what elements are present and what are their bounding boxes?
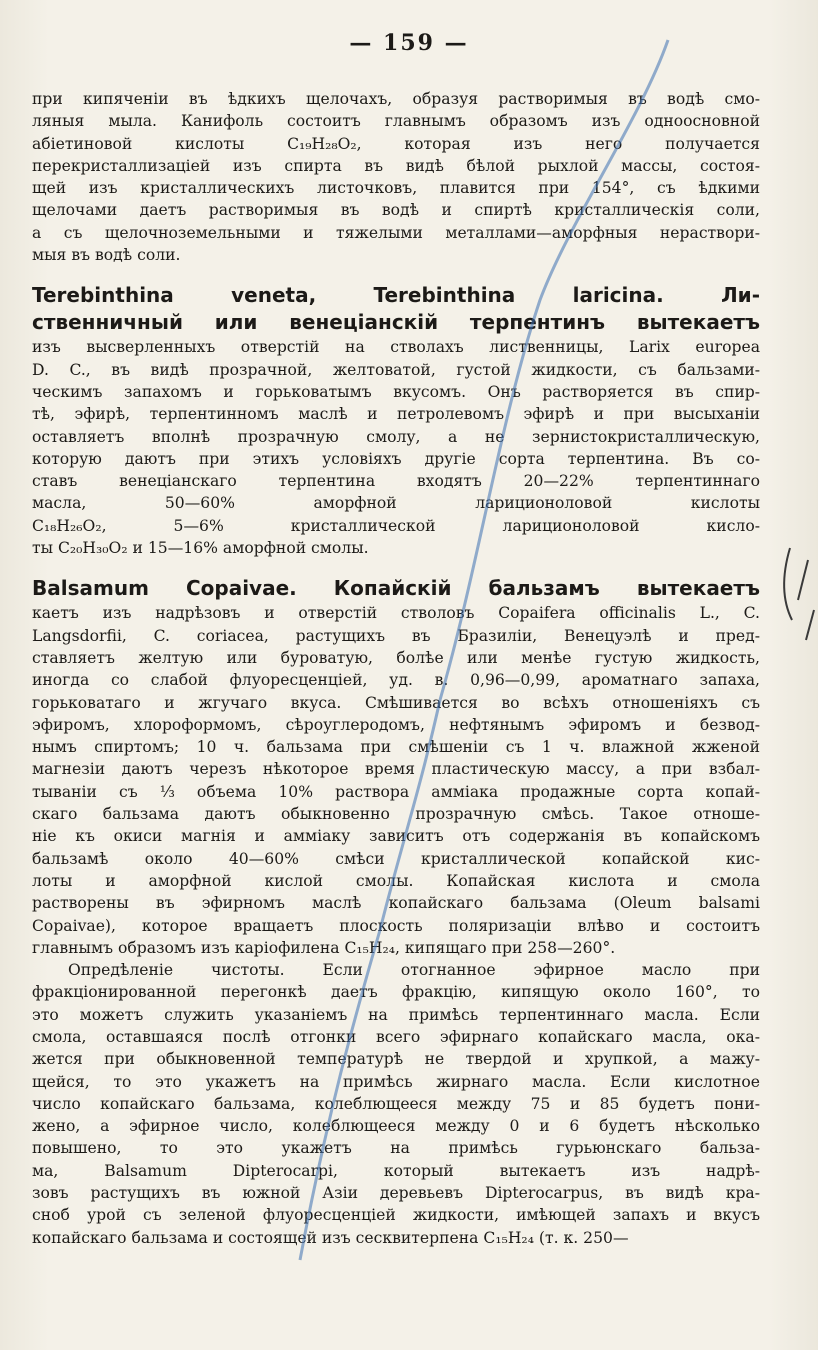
text-line: мыя въ водѣ соли. — [32, 246, 181, 265]
text-line: горьковатаго и жгучаго вкуса. Смѣшивается во всѣхъ отношеніяхъ съ — [32, 693, 760, 712]
text-line: нымъ спиртомъ; 10 ч. бальзама при смѣшеніи съ 1 ч. влажной жженой — [32, 738, 760, 757]
text-line: жется при обыкновенной температурѣ не твердой и хрупкой, а мажу- — [32, 1050, 760, 1069]
text-line: бальзамѣ около 40—60% смѣси кристаллической копайской кис- — [32, 849, 760, 868]
text-line: изъ высверленныхъ отверстій на стволахъ лиственницы, Larix europea — [32, 338, 760, 357]
text-line: главнымъ образомъ изъ каріофилена C₁₅H₂₄, кипящаго при 258—260°. — [32, 938, 616, 957]
text-line: сноб урой съ зеленой флуоресценціей жидкости, имѣющей запахъ и вкусъ — [32, 1206, 760, 1225]
heading-line: Terebinthina veneta, Terebinthina laricina. Ли- — [32, 283, 760, 308]
heading-line: Balsamum Copaivae. Копайскій бальзамъ вытекаетъ — [32, 576, 760, 601]
text-line: число копайскаго бальзама, колеблющееся между 75 и 85 будетъ пони- — [32, 1094, 760, 1113]
text-line: при кипяченіи въ ѣдкихъ щелочахъ, образуя растворимыя въ водѣ смо- — [32, 90, 760, 108]
text-line: ческимъ запахомъ и горьковатымъ вкусомъ. Онъ растворяется въ спир- — [32, 382, 760, 401]
text-line: D. C., въ видѣ прозрачной, желтоватой, густой жидкости, съ бальзами- — [32, 360, 760, 379]
text-line: зовъ растущихъ въ южной Азіи деревьевъ Dipterocarpus, въ видѣ кра- — [32, 1184, 760, 1203]
text-line: щейся, то это укажетъ на примѣсь жирнаго масла. Если кислотное — [32, 1072, 760, 1091]
text-line: ты C₂₀H₃₀O₂ и 15—16% аморфной смолы. — [32, 539, 369, 558]
text-line: щей изъ кристаллическихъ листочковъ, плавится при 154°, съ ѣдкими — [32, 179, 760, 198]
text-line: повышено, то это укажетъ на примѣсь гурьюнскаго бальза- — [32, 1139, 760, 1158]
text-line: Langsdorfii, C. coriacea, растущихъ въ Бразиліи, Венецуэлѣ и пред- — [32, 626, 760, 645]
text-line: лоты и аморфной кислой смолы. Копайская кислота и смола — [32, 871, 760, 890]
text-line: масла, 50—60% аморфной лариционоловой кислоты — [32, 494, 760, 513]
text-line: ляныя мыла. Канифоль состоитъ главнымъ образомъ изъ одноосновной — [32, 112, 760, 131]
body-text — [32, 88, 760, 1249]
text-line: эфиромъ, хлороформомъ, сѣроуглеродомъ, нефтянымъ эфиромъ и безвод- — [32, 715, 760, 734]
text-line: смола, оставшаяся послѣ отгонки всего эфирнаго копайскаго масла, ока- — [32, 1027, 760, 1046]
text-line: магнезіи даютъ черезъ нѣкоторое время пластическую массу, а при взбал- — [32, 760, 760, 779]
text-line: фракціонированной перегонкѣ даетъ фракцію, кипящую около 160°, то — [32, 983, 760, 1002]
text-line: ставъ венеціанскаго терпентина входятъ 20—22% терпентиннаго — [32, 472, 760, 491]
text-line: ніе къ окиси магнія и амміаку зависитъ отъ содержанія въ копайскомъ — [32, 827, 760, 846]
text-line: а съ щелочноземельными и тяжелыми металлами—аморфныя нераствори- — [32, 223, 760, 242]
text-line: тѣ, эфирѣ, терпентинномъ маслѣ и петролевомъ эфирѣ и при высыханіи — [32, 405, 760, 424]
text-line: перекристаллизаціей изъ спирта въ видѣ бѣлой рыхлой массы, состоя- — [32, 156, 760, 175]
text-line: иногда со слабой флуоресценціей, уд. в. 0,96—0,99, ароматнаго запаха, — [32, 671, 760, 690]
text-line: абіетиновой кислоты C₁₉H₂₈O₂, которая изъ него получается — [32, 134, 760, 153]
text-line: Опредѣленіе чистоты. Если отогнанное эфирное масло при — [68, 961, 760, 980]
text-line: Copaivae), которое вращаетъ плоскость поляризаціи влѣво и состоитъ — [32, 916, 760, 935]
text-line: растворены въ эфирномъ маслѣ копайскаго бальзама (Oleum balsami — [32, 894, 760, 913]
text-line: тываніи съ ⅓ объема 10% раствора амміака продажные сорта копай- — [32, 782, 760, 801]
text-line: C₁₈H₂₆O₂, 5—6% кристаллической лариционоловой кисло- — [32, 516, 760, 535]
text-line: жено, а эфирное число, колеблющееся между 0 и 6 будетъ нѣсколько — [32, 1117, 760, 1136]
text-line: копайскаго бальзама и состоящей изъ сесквитерпена C₁₅H₂₄ (т. к. 250— — [32, 1228, 629, 1247]
text-line: которую даютъ при этихъ условіяхъ другіе сорта терпентина. Въ со- — [32, 449, 760, 468]
text-line: скаго бальзама даютъ обыкновенно прозрачную смѣсь. Такое отноше- — [32, 805, 760, 824]
page-number: — 159 — — [349, 30, 469, 56]
pen-mark-margin-2 — [798, 560, 808, 600]
text-line: оставляетъ вполнѣ прозрачную смолу, а не зернистокристаллическую, — [32, 427, 760, 446]
paragraph-gap — [32, 559, 760, 575]
text-line: каетъ изъ надрѣзовъ и отверстій стволовъ Copaifera officinalis L., C. — [32, 604, 760, 623]
text-line: ма, Balsamum Dipterocarpi, который вытекаетъ изъ надрѣ- — [32, 1161, 760, 1180]
text-line: ставляетъ желтую или буроватую, болѣе или менѣе густую жидкость, — [32, 648, 760, 667]
paragraph-gap — [32, 266, 760, 282]
pen-mark-margin-1 — [784, 548, 792, 620]
pen-mark-margin-3 — [806, 610, 814, 640]
text-line: это можетъ служить указаніемъ на примѣсь терпентиннаго масла. Если — [32, 1005, 760, 1024]
text-line: щелочами даетъ растворимыя въ водѣ и спиртѣ кристаллическія соли, — [32, 201, 760, 220]
heading-line: ственничный или венеціанскій терпентинъ вытекаетъ — [32, 310, 760, 335]
